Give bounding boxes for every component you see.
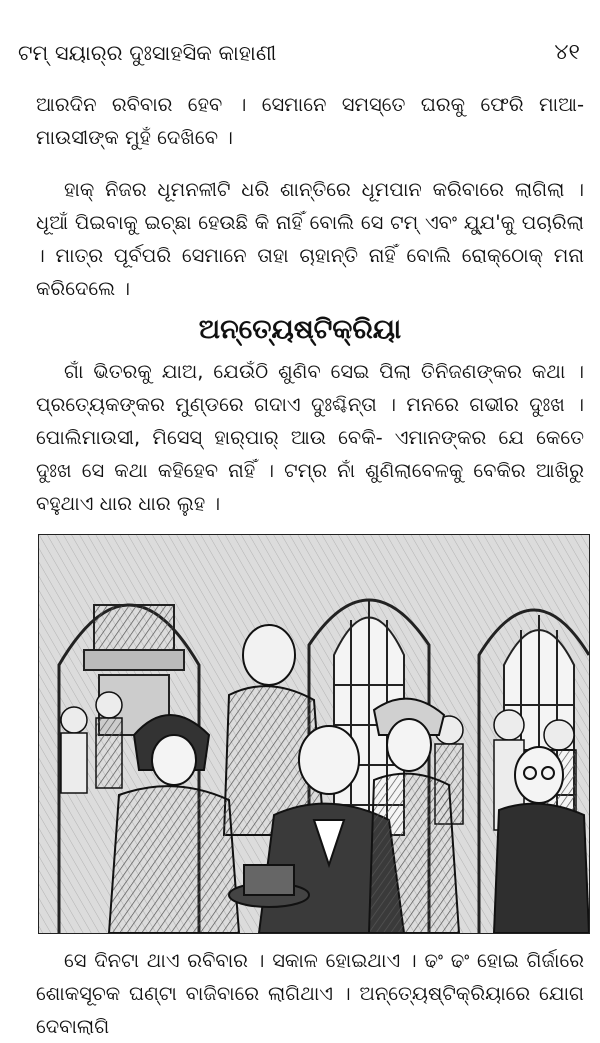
paragraph-1-text: ଆରଦିନ ରବିବାର ହେବ । ସେମାନେ ସମସ୍ତେ ଘରକୁ ଫେରି ମାଆ-ମାଉସୀଙ୍କ ମୁହଁ ଦେଖିବେ ।: [36, 93, 584, 149]
paragraph-4: [36, 944, 584, 1043]
paragraph-4-text: ସେ ଦିନଟା ଥାଏ ରବିବାର । ସକାଳ ହୋଇଥାଏ । ଢଂ ଢଂ ହୋଇ ଗିର୍ଜାରେ ଶୋକସୂଚକ ଘଣ୍ଟା ବାଜିବାରେ ଲାଗିଥାଏ । ଅନ୍ତ୍ୟେଷ୍ଟିକ୍ରିୟାରେ ଯୋଗ ଦେବାଲାଗି: [36, 949, 584, 1038]
section-heading: ଅନ୍ତ୍ୟେଷ୍ଟିକ୍ରିୟା: [198, 314, 402, 345]
running-head: [18, 38, 580, 74]
page-number: ୪୧: [554, 40, 580, 65]
illustration-drawing: [39, 535, 589, 933]
paragraph-2: [36, 173, 584, 305]
paragraph-2-text: ହାକ୍ ନିଜର ଧୂମନଳୀଟି ଧରି ଶାନ୍ତିରେ ଧୂମପାନ କରିବାରେ ଲାଗିଲା । ଧୂଆଁ ପିଇବାକୁ ଇଚ୍ଛା ହେଉଛି କି ନାହିଁ ବୋଲି ସେ ଟମ୍ ଏବଂ ଯ୍ଯୁ'କୁ ପଚାରିଲା । ମାତ୍ର ପୂର୍ବପରି ସେମାନେ ତାହା ଚାହାନ୍ତି ନାହିଁ ବୋଲି ରୋକ୍‌ଠୋକ୍ ମନା କରିଦେଲେ ।: [36, 178, 584, 300]
paragraph-3-text: ଗାଁ ଭିତରକୁ ଯାଅ, ଯେଉଁଠି ଶୁଣିବ ସେଇ ପିଲା ତିନିଜଣଙ୍କର କଥା । ପ୍ରତ୍ୟେକଙ୍କର ମୁଣ୍ଡରେ ଗଦାଏ ଦୁଃଶ୍ଚିନ୍ତା । ମନରେ ଗଭୀର ଦୁଃଖ । ପୋଲିମାଉସୀ, ମିସେସ୍ ହାର୍‌ପାର୍ ଆଉ ବେକି- ଏମାନଙ୍କର ଯେ କେତେ ଦୁଃଖ ସେ କଥା କହିହେବ ନାହିଁ । ଟମ୍‌ର ନାଁ ଶୁଣିଲାବେଳକୁ ବେକିର ଆଖିରୁ ବହୁଥାଏ ଧାର ଧାର ଲୁହ ।: [36, 360, 584, 515]
funeral-illustration: [38, 534, 590, 934]
book-title: ଟମ୍ ସୟାର୍‌ର ଦୁଃସାହସିକ କାହାଣୀ: [18, 41, 277, 65]
paragraph-1: [36, 88, 584, 154]
paragraph-3: [36, 355, 584, 520]
